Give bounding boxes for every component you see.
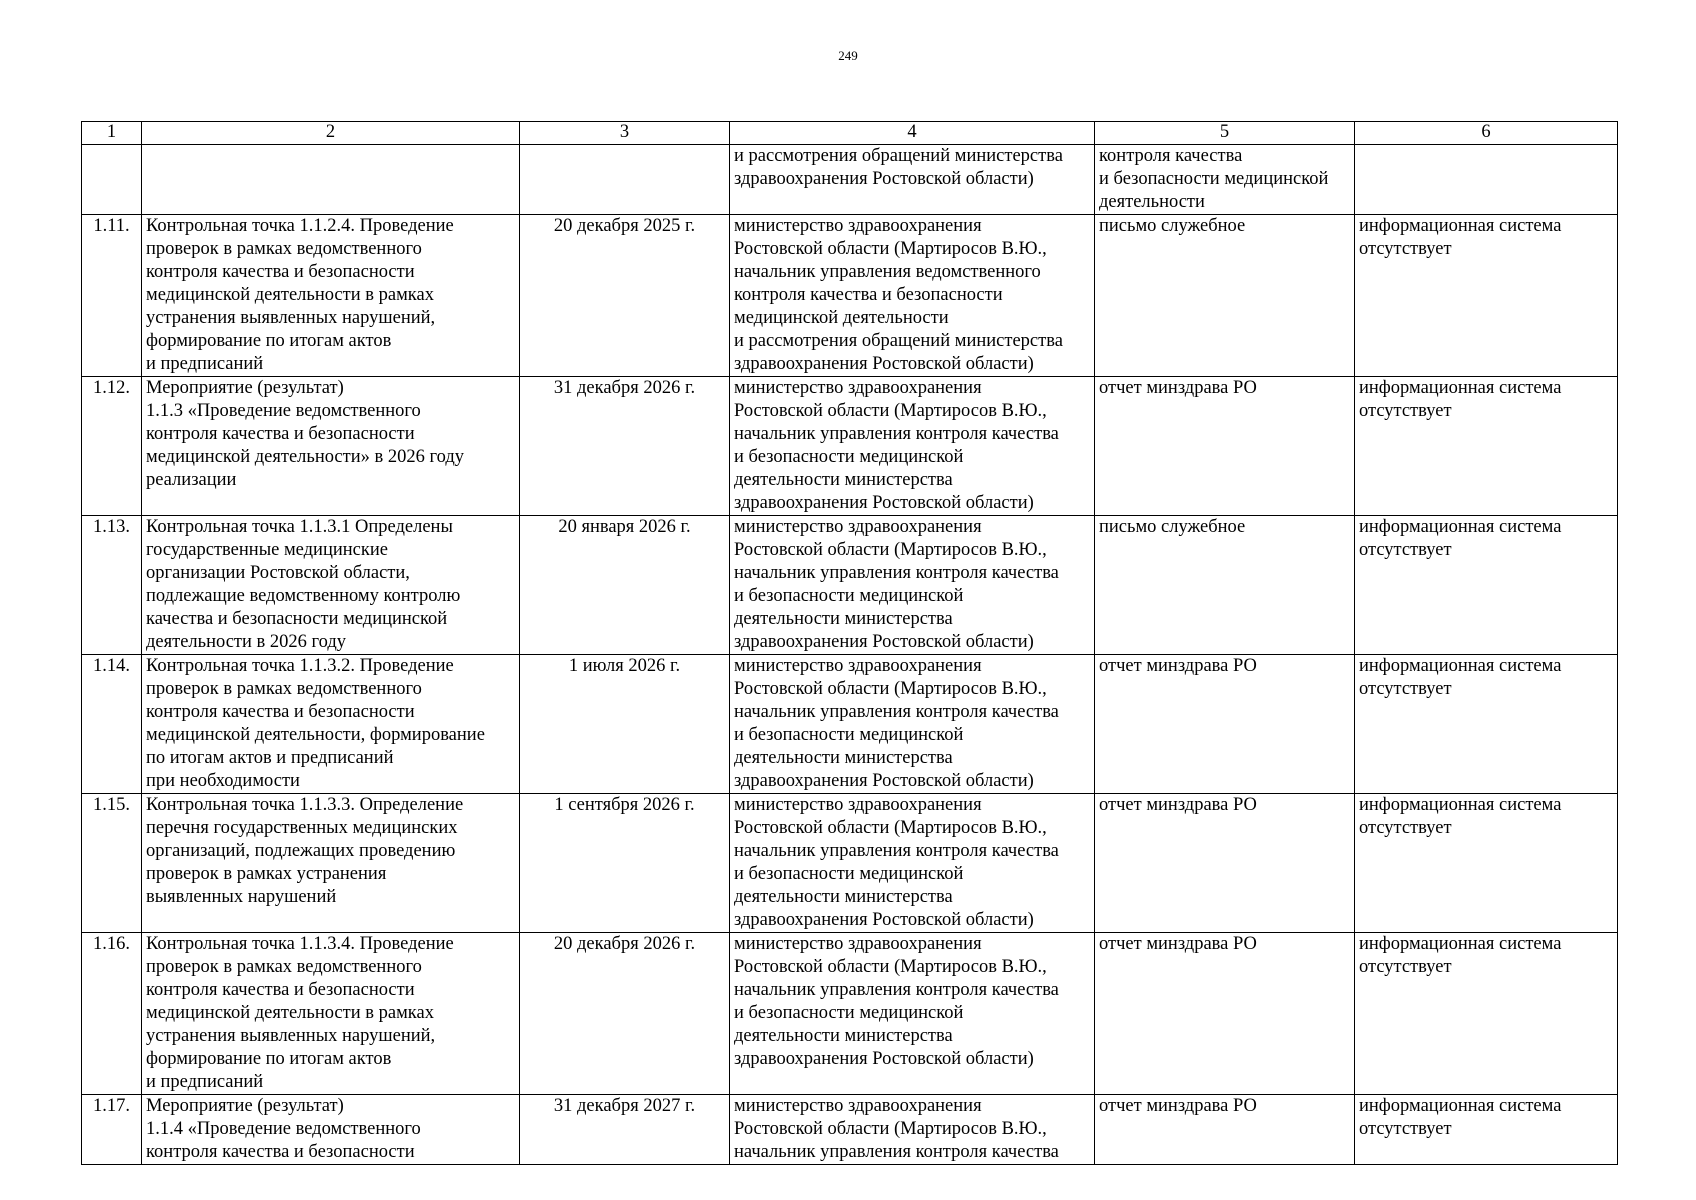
- deadline-cell: [520, 215, 730, 377]
- document-type-cell: [1095, 655, 1355, 794]
- column-number: 3: [520, 122, 730, 145]
- plan-table: [81, 121, 1618, 1165]
- row-number-cell-text: 1.11.: [93, 216, 130, 236]
- row-number-cell-text: 1.16.: [93, 934, 130, 954]
- document-type-cell: [1095, 1095, 1355, 1165]
- row-number-cell: [82, 794, 142, 933]
- information-system-cell: [1355, 933, 1618, 1095]
- deadline-cell: [520, 516, 730, 655]
- column-number: 1: [82, 122, 142, 145]
- table-row: [82, 145, 1618, 215]
- information-system-cell: [1355, 215, 1618, 377]
- column-number: 2: [142, 122, 520, 145]
- row-number-cell-text: 1.13.: [93, 517, 130, 537]
- table-row: [82, 516, 1618, 655]
- event-name-cell: [142, 145, 520, 215]
- deadline-cell-text: 31 декабря 2026 г.: [553, 378, 696, 398]
- document-type-cell-text: отчет минздрава РО: [1099, 656, 1257, 676]
- information-system-cell-text: информационная система отсутствует: [1359, 934, 1562, 977]
- document-type-cell: [1095, 794, 1355, 933]
- table-body: [82, 122, 1618, 1165]
- column-number-row: [82, 122, 1618, 145]
- event-name-cell-text: Контрольная точка 1.1.3.1 Определены государственные медицинские организации Ростовской области, подлежащие ведомственному контролю качества и безопасности медицинской деятельности в 2026 году: [146, 517, 461, 652]
- information-system-cell: [1355, 377, 1618, 516]
- table-row: [82, 377, 1618, 516]
- deadline-cell: [520, 794, 730, 933]
- column-number: 5: [1095, 122, 1355, 145]
- responsible-cell: [730, 655, 1095, 794]
- document-type-cell-text: отчет минздрава РО: [1099, 378, 1257, 398]
- responsible-cell: [730, 516, 1095, 655]
- document-type-cell: [1095, 145, 1355, 215]
- document-type-cell: [1095, 377, 1355, 516]
- deadline-cell: [520, 1095, 730, 1165]
- event-name-cell-text: Контрольная точка 1.1.3.3. Определение перечня государственных медицинских организаций, подлежащих проведению проверок в рамках устранения выявленных нарушений: [146, 795, 464, 907]
- column-number: 4: [730, 122, 1095, 145]
- event-name-cell-text: Контрольная точка 1.1.2.4. Проведение проверок в рамках ведомственного контроля качества и безопасности медицинской деятельности в рамках устранения выявленных нарушений, формирование по итогам актов и предписаний: [146, 216, 454, 374]
- row-number-cell: [82, 655, 142, 794]
- deadline-cell-text: 20 декабря 2025 г.: [553, 216, 696, 236]
- responsible-cell-text: министерство здравоохранения Ростовской области (Мартиросов В.Ю., начальник управления ведомственного контроля качества и безопасности медицинской деятельности и рассмотрения обращений министерства здравоохранения Ростовской области): [734, 216, 1063, 374]
- event-name-cell: [142, 794, 520, 933]
- page-number: 249: [838, 48, 858, 63]
- document-type-cell: [1095, 215, 1355, 377]
- information-system-cell: [1355, 794, 1618, 933]
- information-system-cell-text: информационная система отсутствует: [1359, 795, 1562, 838]
- event-name-cell: [142, 377, 520, 516]
- responsible-cell: [730, 215, 1095, 377]
- document-type-cell-text: контроля качества и безопасности медицинской деятельности: [1099, 146, 1329, 212]
- information-system-cell: [1355, 516, 1618, 655]
- deadline-cell-text: 1 июля 2026 г.: [568, 656, 681, 676]
- deadline-cell: [520, 145, 730, 215]
- responsible-cell-text: министерство здравоохранения Ростовской области (Мартиросов В.Ю., начальник управления контроля качества и безопасности медицинской деятельности министерства здравоохранения Ростовской области): [734, 517, 1059, 652]
- document-type-cell-text: отчет минздрава РО: [1099, 1096, 1257, 1116]
- table-row: [82, 655, 1618, 794]
- event-name-cell: [142, 215, 520, 377]
- responsible-cell-text: министерство здравоохранения Ростовской области (Мартиросов В.Ю., начальник управления контроля качества и безопасности медицинской деятельности министерства здравоохранения Ростовской области): [734, 795, 1059, 930]
- table-row: [82, 933, 1618, 1095]
- document-type-cell-text: отчет минздрава РО: [1099, 795, 1257, 815]
- document-type-cell: [1095, 516, 1355, 655]
- information-system-cell-text: информационная система отсутствует: [1359, 378, 1562, 421]
- deadline-cell: [520, 377, 730, 516]
- responsible-cell: [730, 1095, 1095, 1165]
- deadline-cell-text: 20 декабря 2026 г.: [553, 934, 696, 954]
- row-number-cell: [82, 215, 142, 377]
- information-system-cell-text: информационная система отсутствует: [1359, 216, 1562, 259]
- deadline-cell: [520, 655, 730, 794]
- information-system-cell-text: информационная система отсутствует: [1359, 517, 1562, 560]
- information-system-cell: [1355, 1095, 1618, 1165]
- row-number-cell-text: 1.12.: [93, 378, 130, 398]
- deadline-cell: [520, 933, 730, 1095]
- row-number-cell-text: 1.14.: [93, 656, 130, 676]
- event-name-cell: [142, 1095, 520, 1165]
- row-number-cell: [82, 933, 142, 1095]
- deadline-cell-text: 20 января 2026 г.: [558, 517, 691, 537]
- deadline-cell-text: 1 сентября 2026 г.: [554, 795, 695, 815]
- row-number-cell: [82, 1095, 142, 1165]
- event-name-cell-text: Мероприятие (результат) 1.1.4 «Проведение ведомственного контроля качества и безопасности: [146, 1096, 421, 1162]
- responsible-cell-text: министерство здравоохранения Ростовской области (Мартиросов В.Ю., начальник управления контроля качества и безопасности медицинской деятельности министерства здравоохранения Ростовской области): [734, 934, 1059, 1069]
- row-number-cell-text: 1.17.: [93, 1096, 130, 1116]
- row-number-cell-text: 1.15.: [93, 795, 130, 815]
- row-number-cell: [82, 377, 142, 516]
- row-number-cell: [82, 516, 142, 655]
- responsible-cell: [730, 145, 1095, 215]
- information-system-cell: [1355, 655, 1618, 794]
- information-system-cell-text: информационная система отсутствует: [1359, 656, 1562, 699]
- column-number: 6: [1355, 122, 1618, 145]
- row-number-cell: [82, 145, 142, 215]
- responsible-cell: [730, 794, 1095, 933]
- event-name-cell: [142, 933, 520, 1095]
- event-name-cell-text: Контрольная точка 1.1.3.4. Проведение проверок в рамках ведомственного контроля качества и безопасности медицинской деятельности в рамках устранения выявленных нарушений, формирование по итогам актов и предписаний: [146, 934, 454, 1092]
- document-type-cell: [1095, 933, 1355, 1095]
- table-row: [82, 215, 1618, 377]
- responsible-cell-text: министерство здравоохранения Ростовской области (Мартиросов В.Ю., начальник управления контроля качества и безопасности медицинской деятельности министерства здравоохранения Ростовской области): [734, 656, 1059, 791]
- information-system-cell: [1355, 145, 1618, 215]
- document-type-cell-text: письмо служебное: [1099, 517, 1246, 537]
- responsible-cell: [730, 933, 1095, 1095]
- responsible-cell-text: министерство здравоохранения Ростовской области (Мартиросов В.Ю., начальник управления контроля качества и безопасности медицинской деятельности министерства здравоохранения Ростовской области): [734, 378, 1059, 513]
- document-type-cell-text: письмо служебное: [1099, 216, 1246, 236]
- information-system-cell-text: информационная система отсутствует: [1359, 1096, 1562, 1139]
- responsible-cell: [730, 377, 1095, 516]
- event-name-cell: [142, 516, 520, 655]
- table-row: [82, 794, 1618, 933]
- event-name-cell-text: Мероприятие (результат) 1.1.3 «Проведение ведомственного контроля качества и безопасности медицинской деятельности» в 2026 году реализации: [146, 378, 464, 490]
- table-row: [82, 1095, 1618, 1165]
- deadline-cell-text: 31 декабря 2027 г.: [553, 1096, 696, 1116]
- event-name-cell-text: Контрольная точка 1.1.3.2. Проведение проверок в рамках ведомственного контроля качества и безопасности медицинской деятельности, формирование по итогам актов и предписаний при необходимости: [146, 656, 485, 791]
- responsible-cell-text: министерство здравоохранения Ростовской области (Мартиросов В.Ю., начальник управления контроля качества: [734, 1096, 1059, 1162]
- document-type-cell-text: отчет минздрава РО: [1099, 934, 1257, 954]
- event-name-cell: [142, 655, 520, 794]
- responsible-cell-text: и рассмотрения обращений министерства здравоохранения Ростовской области): [734, 146, 1063, 189]
